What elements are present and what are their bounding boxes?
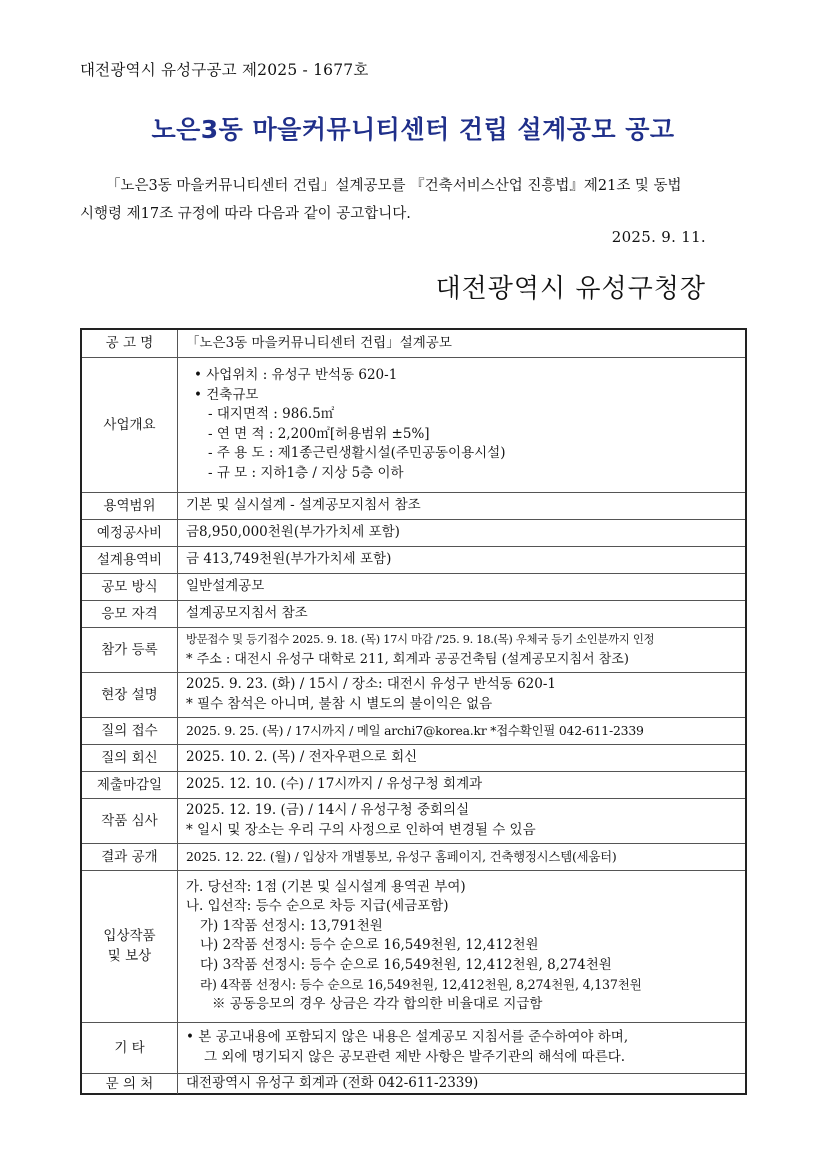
row-value [178,771,746,798]
row-value [178,1073,746,1094]
row-label: 작품 심사 [82,798,178,843]
row-value [178,717,746,744]
value-line: 「노은3동 마을커뮤니티센터 건립」설계공모 [186,334,452,351]
row-label: 결과 공개 [82,843,178,870]
value-line: * 주소 : 대전시 유성구 대학로 211, 회계과 공공건축팀 (설계공모지침서 참조) [186,651,629,667]
row-value [178,1022,746,1073]
table-row [82,771,745,798]
row-label: 제출마감일 [82,771,178,798]
row-label: 응모 자격 [82,600,178,627]
value-line: 설계공모지침서 참조 [186,604,308,621]
table-row [82,573,745,600]
notice-number: 대전광역시 유성구공고 제2025 - 1677호 [80,61,369,79]
value-line: • 건축규모 [194,386,259,403]
row-label: 현장 설명 [82,672,178,717]
table-row [82,843,745,870]
value-line: 기본 및 실시설계 - 설계공모지침서 참조 [186,496,421,513]
row-value [178,870,746,1022]
table-row [82,870,745,1022]
row-value [178,627,746,672]
value-line: 2025. 10. 2. (목) / 전자우편으로 회신 [186,748,418,765]
page-title: 노은3동 마을커뮤니티센터 건립 설계공모 공고 [151,115,675,144]
row-label: 참가 등록 [82,627,178,672]
table-row [82,519,745,546]
row-value [178,600,746,627]
value-line: ※ 공동응모의 경우 상금은 각각 합의한 비율대로 지급함 [212,995,543,1012]
value-line: 가. 당선작: 1점 (기본 및 실시설계 용역권 부여) [186,878,466,895]
value-line: 2025. 9. 25. (목) / 17시까지 / 메일 archi7@korea.kr *접수확인필 042-611-2339 [186,722,644,738]
row-label: 문 의 처 [82,1073,178,1094]
value-line: 2025. 12. 22. (월) / 입상자 개별통보, 유성구 홈페이지, 건축행정시스템(세움터) [186,848,617,864]
value-line: 가) 1작품 선정시: 13,791천원 [200,917,383,934]
value-line: 금8,950,000천원(부가가치세 포함) [186,523,400,540]
intro-line: 시행령 제17조 규정에 따라 다음과 같이 공고합니다. [80,206,411,222]
value-line: 금 413,749천원(부가가치세 포함) [186,550,392,567]
row-label: 예정공사비 [82,519,178,546]
row-label: 질의 접수 [82,717,178,744]
row-label: 설계용역비 [82,546,178,573]
table-row [82,492,745,519]
row-value [178,546,746,573]
table-row [82,717,745,744]
row-value [178,492,746,519]
value-line: - 주 용 도 : 제1종근린생활시설(주민공동이용시설) [208,445,506,461]
value-line: 라) 4작품 선정시: 등수 순으로 16,549천원, 12,412천원, 8,274천원, 4,137천원 [200,977,642,993]
row-value [178,672,746,717]
row-value [178,573,746,600]
table-row [82,744,745,771]
value-line: * 일시 및 장소는 우리 구의 사정으로 인하여 변경될 수 있음 [186,821,536,838]
table-row [82,1073,745,1094]
row-label: 질의 회신 [82,744,178,771]
value-line: - 대지면적 : 986.5㎡ [208,406,335,422]
table-row [82,1022,745,1073]
value-line: • 본 공고내용에 포함되지 않은 내용은 설계공모 지침서를 준수하여야 하며, [186,1029,629,1045]
row-value [178,798,746,843]
row-label: 기 타 [82,1022,178,1073]
value-line: * 필수 참석은 아니며, 불참 시 별도의 불이익은 없음 [186,695,493,712]
value-line: • 사업위치 : 유성구 반석동 620-1 [194,367,398,383]
row-value [178,330,746,357]
row-label: 사업개요 [82,357,178,492]
value-line: - 규 모 : 지하1층 / 지상 5층 이하 [208,464,404,481]
table-row [82,546,745,573]
value-line: 방문접수 및 등기접수 2025. 9. 18. (목) 17시 마감 /'25. 9. 18.(목) 우체국 등기 소인분까지 인정 [186,632,655,646]
value-line: 나. 입선작: 등수 순으로 차등 지급(세금포함) [186,898,449,915]
value-line: - 연 면 적 : 2,200㎡[허용범위 ±5%] [208,425,430,442]
table-row [82,798,745,843]
intro-line: 「노은3동 마을커뮤니티센터 건립」설계공모를 『건축서비스산업 진흥법』제21조 및 동법 [106,178,682,194]
intro-paragraph [80,172,748,228]
value-line: 그 외에 명기되지 않은 공모관련 제반 사항은 발주기관의 해석에 따른다. [204,1048,626,1065]
value-line: 다) 3작품 선정시: 등수 순으로 16,549천원, 12,412천원, 8,274천원 [200,956,612,973]
row-label: 입상작품 및 보상 [82,870,178,1022]
value-line: 일반설계공모 [186,577,265,594]
value-line: 나) 2작품 선정시: 등수 순으로 16,549천원, 12,412천원 [200,937,539,954]
table-row [82,600,745,627]
table-row [82,357,745,492]
table-row [82,627,745,672]
row-label: 공모 방식 [82,573,178,600]
row-value [178,843,746,870]
row-label: 용역범위 [82,492,178,519]
issuer-signature: 대전광역시 유성구청장 [435,274,706,304]
table-row [82,330,745,357]
value-line: 2025. 9. 23. (화) / 15시 / 장소: 대전시 유성구 반석동 620-1 [186,676,557,692]
row-value [178,744,746,771]
row-value [178,519,746,546]
row-label: 공 고 명 [82,330,178,357]
notice-date: 2025. 9. 11. [611,228,706,246]
value-line: 2025. 12. 10. (수) / 17시까지 / 유성구청 회계과 [186,775,483,792]
table-row [82,672,745,717]
notice-table [80,328,747,1095]
value-line: 대전광역시 유성구 회계과 (전화 042-611-2339) [186,1074,479,1091]
value-line: 2025. 12. 19. (금) / 14시 / 유성구청 중회의실 [186,802,470,818]
row-value [178,357,746,492]
